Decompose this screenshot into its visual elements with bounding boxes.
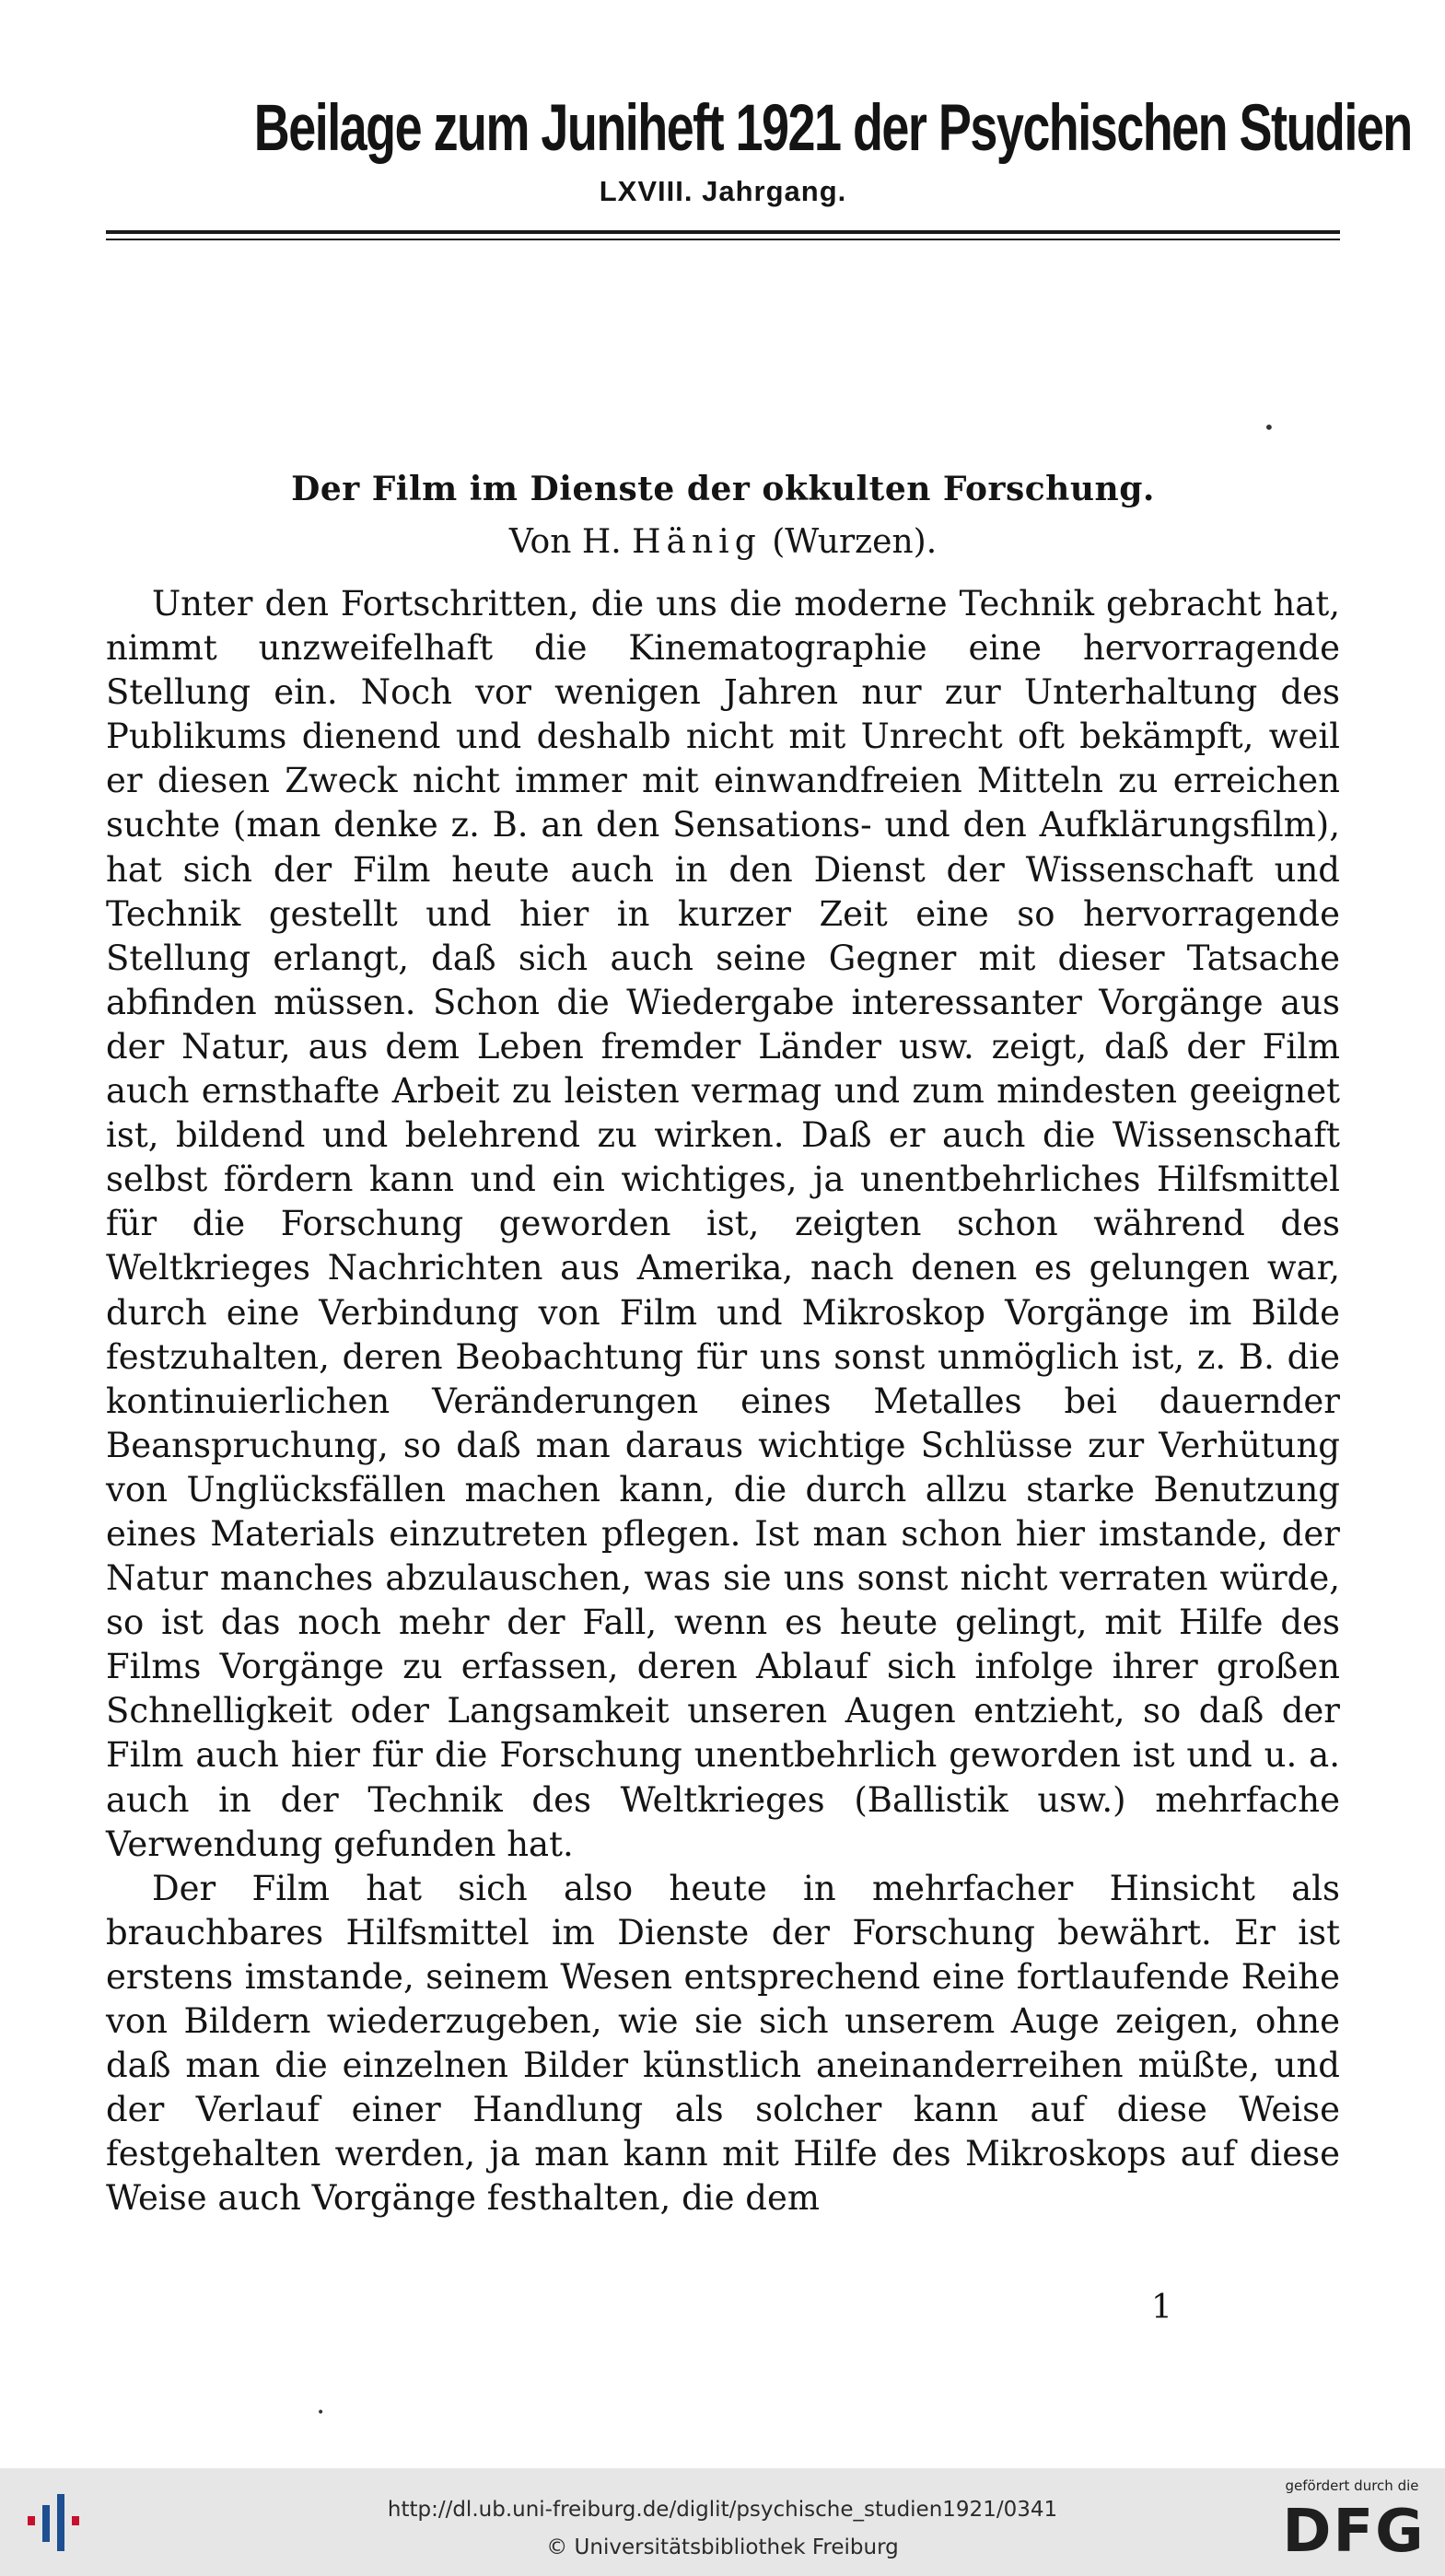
- funder-label: gefördert durch die: [1285, 2477, 1419, 2494]
- volume-line: LXVIII. Jahrgang.: [599, 175, 847, 207]
- article-body: [106, 582, 1340, 2220]
- footer-bar: [0, 2468, 1445, 2576]
- source-url-link[interactable]: http://dl.ub.uni-freiburg.de/diglit/psychische_studien1921/0341: [387, 2498, 1058, 2522]
- scan-speck: •: [317, 2406, 325, 2420]
- byline-prefix: Von H.: [508, 523, 622, 561]
- article-title: Der Film im Dienste der okkulten Forschung.: [291, 470, 1155, 508]
- copyright-notice: © Universitätsbibliothek Freiburg: [546, 2535, 899, 2559]
- supplement-title: Beilage zum Juniheft 1921 der Psychischen Studien: [253, 92, 1412, 165]
- byline: [106, 523, 1340, 561]
- header-rule-thin: [106, 239, 1340, 240]
- byline-suffix: (Wurzen).: [772, 523, 938, 561]
- paragraph-1: Unter den Fortschritten, die uns die moderne Technik gebracht hat, nimmt unzweifelhaft die Kinematographie eine hervorragende Stellung ein. Noch vor wenigen Jahren nur zur Unterhaltung des Publikums dienend und deshalb nicht mit Unrecht oft bekämpft, weil er diesen Zweck nicht immer mit einwandfreien Mitteln zu erreichen suchte (man denke z. B. an den Sensations- und den Aufklärungsfilm), hat sich der Film heute auch in den Dienst der Wissenschaft und Technik gestellt und hier in kurzer Zeit eine so hervorragende Stellung erlangt, daß sich auch seine Gegner mit dieser Tatsache abfinden müssen. Schon die Wiedergabe interessanter Vorgänge aus der Natur, aus dem Leben fremder Länder usw. zeigt, daß der Film auch ernsthafte Arbeit zu leisten vermag und zum mindesten geeignet ist, bildend und belehrend zu wirken. Daß er auch die Wissenschaft selbst fördern kann und ein wichtiges, ja unentbehrliches Hilfsmittel für die Forschung geworden ist, zeigten schon während des Weltkrieges Nachrichten aus Amerika, nach denen es gelungen war, durch eine Verbindung von Film und Mikroskop Vorgänge im Bilde festzuhalten, deren Beobachtung für uns sonst unmöglich ist, z. B. die kontinuierlichen Veränderungen eines Metalles bei dauernder Beanspruchung, so daß man daraus wichtige Schlüsse zur Verhütung von Unglücksfällen machen kann, die durch allzu starke Benutzung eines Materials einzutreten pflegen. Ist man schon hier imstande, der Natur manches abzulauschen, was sie uns sonst nicht verraten würde, so ist das noch mehr der Fall, wenn es heute gelingt, mit Hilfe des Films Vorgänge zu erfassen, deren Ablauf sich infolge ihrer großen Schnelligkeit oder Langsamkeit unseren Augen entzieht, so daß der Film auch hier für die Forschung unentbehrlich geworden ist und u. a. auch in der Technik des Weltkrieges (Ballistik usw.) mehrfache Verwendung gefunden hat.: [106, 584, 1340, 1864]
- page-number: 1: [1151, 2289, 1172, 2326]
- author-name: Hänig: [632, 523, 762, 561]
- scan-speck: •: [1264, 416, 1275, 438]
- paragraph-2: Der Film hat sich also heute in mehrfacher Hinsicht als brauchbares Hilfsmittel im Dienste der Forschung bewährt. Er ist erstens imstande, seinem Wesen entsprechend eine fortlaufende Reihe von Bildern wiederzugeben, wie sie sich unserem Auge zeigen, ohne daß man die einzelnen Bilder künstlich aneinanderreihen müßte, und der Verlauf einer Handlung als solcher kann auf diese Weise festgehalten werden, ja man kann mit Hilfe des Mikroskops auf diese Weise auch Vorgänge festhalten, die dem: [106, 1868, 1340, 2219]
- header-rule-thick: [106, 230, 1340, 234]
- page-header: [106, 92, 1412, 208]
- dfg-logo[interactable]: DFG: [1282, 2498, 1426, 2566]
